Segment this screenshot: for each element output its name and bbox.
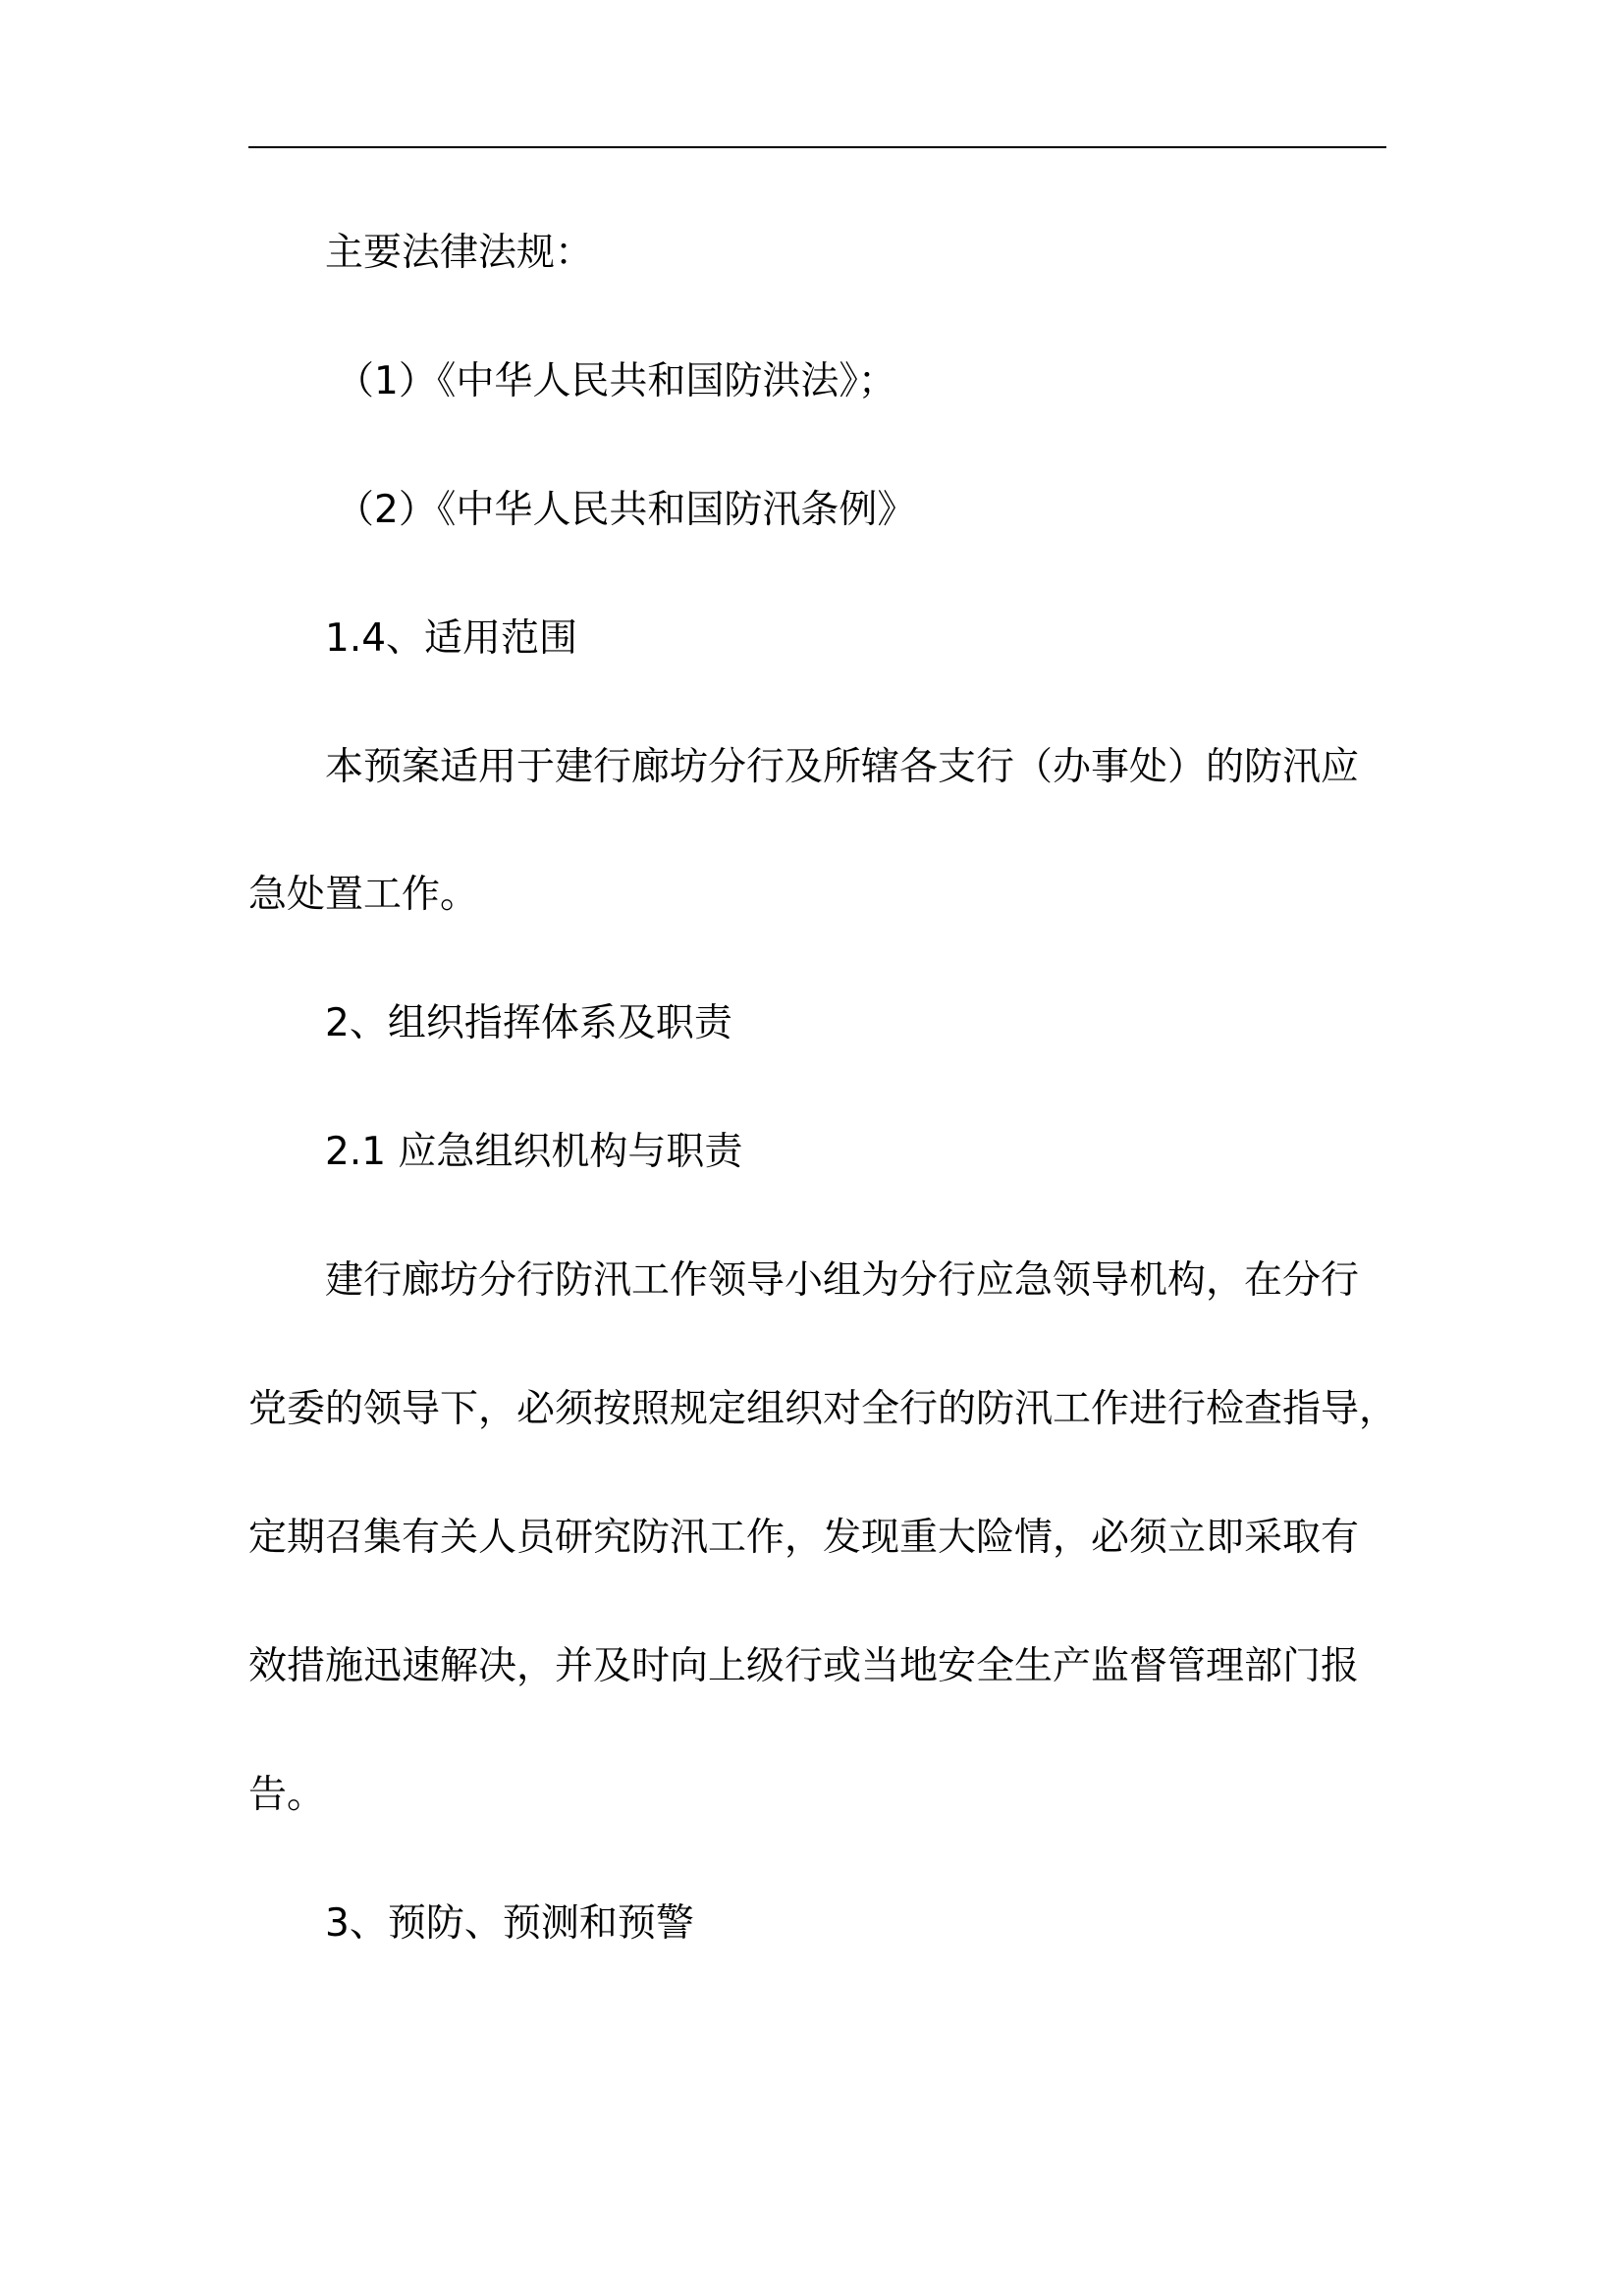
heading-laws: 主要法律法规： bbox=[325, 231, 594, 275]
law-item-2: （2）《中华人民共和国防汛条例》 bbox=[336, 488, 916, 532]
duties-paragraph-line-5: 告。 bbox=[248, 1773, 326, 1817]
section-2-heading: 2、组织指挥体系及职责 bbox=[325, 1001, 732, 1045]
scope-paragraph-line-2: 急处置工作。 bbox=[248, 873, 479, 917]
duties-paragraph-line-2: 党委的领导下，必须按照规定组织对全行的防汛工作进行检查指导， bbox=[248, 1387, 1398, 1431]
scope-paragraph-line-1: 本预案适用于建行廊坊分行及所辖各支行（办事处）的防汛应 bbox=[325, 745, 1360, 789]
duties-paragraph-line-3: 定期召集有关人员研究防汛工作，发现重大险情，必须立即采取有 bbox=[248, 1516, 1360, 1560]
section-3-heading: 3、预防、预测和预警 bbox=[325, 1901, 694, 1946]
section-2-1-heading: 2.1 应急组织机构与职责 bbox=[325, 1130, 743, 1174]
law-item-1: （1）《中华人民共和国防洪法》； bbox=[336, 359, 896, 403]
header-rule bbox=[248, 146, 1386, 148]
section-1-4-heading: 1.4、适用范围 bbox=[325, 616, 578, 661]
duties-paragraph-line-1: 建行廊坊分行防汛工作领导小组为分行应急领导机构，在分行 bbox=[325, 1258, 1360, 1303]
duties-paragraph-line-4: 效措施迅速解决，并及时向上级行或当地安全生产监督管理部门报 bbox=[248, 1644, 1360, 1688]
